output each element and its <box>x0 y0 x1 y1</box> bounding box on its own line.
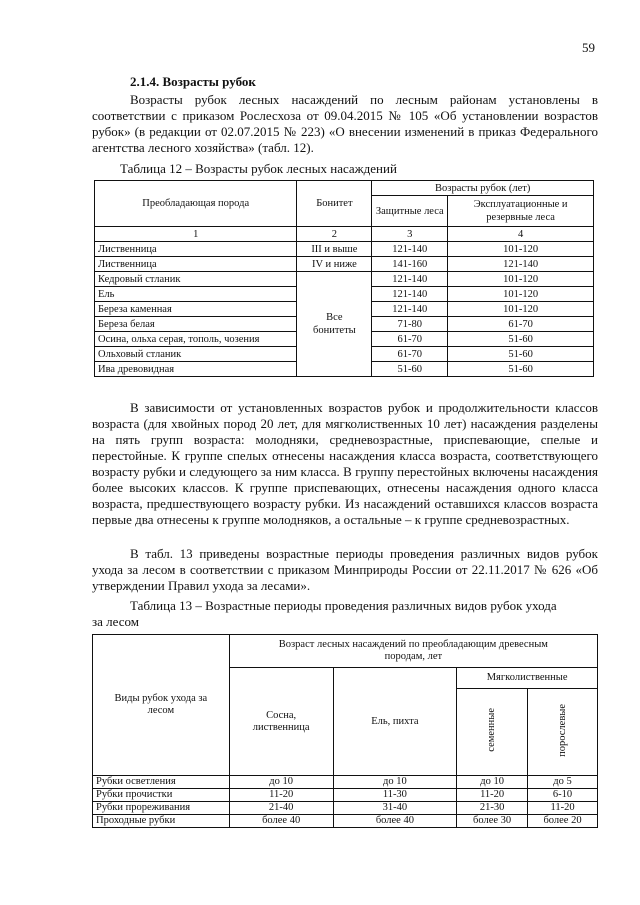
t12-protective: 121-140 <box>372 302 448 317</box>
t13-pine: 21-40 <box>229 802 333 815</box>
t12-protective: 121-140 <box>372 272 448 287</box>
t12-exploit: 51-60 <box>448 347 594 362</box>
t13-sprout: 6-10 <box>528 789 598 802</box>
t12-bonitet: III и выше <box>297 242 372 257</box>
t13-seed: 21-30 <box>457 802 528 815</box>
t12-bonitet: IV и ниже <box>297 257 372 272</box>
table-13 <box>92 634 598 828</box>
table-row <box>95 242 594 257</box>
table-row <box>93 802 598 815</box>
t12-colnum: 4 <box>448 227 594 242</box>
t12-protective: 71-80 <box>372 317 448 332</box>
table-row <box>93 789 598 802</box>
t12-exploit: 101-120 <box>448 302 594 317</box>
t13-sprout: до 5 <box>528 776 598 789</box>
table-row <box>93 776 598 789</box>
t12-species: Кедровый стланик <box>95 272 297 287</box>
table-row <box>95 257 594 272</box>
t12-species: Ольховый стланик <box>95 347 297 362</box>
t12-exploit: 51-60 <box>448 332 594 347</box>
paragraph-age-groups: В зависимости от установленных возрастов рубок и продолжительности классов возраста (для хвойных пород 20 лет, для мягколиственных 10 лет) насаждения разделены на пять групп возраста: молодняки, средневозрастные, приспевающие, спелые и перестойные. К группе спелых отнесены насаждения класса возраста, соответствующего возрасту рубки и следующего за ним класса. В группу перестойных включены насаждения более высоких классов. К группе приспевающих, отнесены насаждения одного класса возраста, предшествующего возрасту рубки. Из насаждений оставшихся классов возраста первые два отнесены к группе молодняков, а остальные – к группе средневозрастных. <box>92 400 598 527</box>
t12-header-protective: Защитные леса <box>372 196 448 227</box>
t12-species: Береза белая <box>95 317 297 332</box>
t13-pine: более 40 <box>229 815 333 828</box>
t13-spruce: 31-40 <box>333 802 457 815</box>
t13-sprout: более 20 <box>528 815 598 828</box>
table13-caption-cont: за лесом <box>92 614 139 629</box>
t13-sprout-label: порослевые <box>556 703 568 757</box>
table-row <box>93 815 598 828</box>
section-heading: 2.1.4. Возрасты рубок <box>130 74 256 89</box>
t13-type: Рубки осветления <box>93 776 230 789</box>
t12-protective: 121-140 <box>372 287 448 302</box>
t13-spruce: 11-30 <box>333 789 457 802</box>
t13-header-sprout <box>528 689 598 776</box>
t13-spruce: до 10 <box>333 776 457 789</box>
t13-seed: 11-20 <box>457 789 528 802</box>
paragraph-intro: Возрасты рубок лесных насаждений по лесным районам установлены в соответствии с приказом Рослесхоза от 09.04.2015 № 105 «Об установлении возрастов рубок» (в редакции от 02.07.2015 № 223) «О внесении изменений в приказ Федерального агентства лесного хозяйства» (табл. 12). <box>92 92 598 155</box>
t12-header-ages: Возрасты рубок (лет) <box>372 181 594 196</box>
t13-header-soft: Мягколиственные <box>457 668 598 689</box>
t13-spruce: более 40 <box>333 815 457 828</box>
t12-header-species: Преобладающая порода <box>95 181 297 227</box>
t12-exploit: 61-70 <box>448 317 594 332</box>
t12-exploit: 101-120 <box>448 242 594 257</box>
t12-header-exploit: Эксплуатационные и резервные леса <box>448 196 594 227</box>
table12-caption: Таблица 12 – Возрасты рубок лесных насаждений <box>120 161 397 176</box>
t13-seed-label: семенные <box>486 708 498 752</box>
t13-header-pine: Сосна, лиственница <box>229 668 333 776</box>
t13-seed: более 30 <box>457 815 528 828</box>
t12-colnum: 1 <box>95 227 297 242</box>
t12-colnum: 3 <box>372 227 448 242</box>
t13-type: Рубки прочистки <box>93 789 230 802</box>
t12-species: Ель <box>95 287 297 302</box>
t13-header-types: Виды рубок ухода за лесом <box>93 635 230 776</box>
t12-species: Лиственница <box>95 242 297 257</box>
table-row <box>95 272 594 287</box>
page-number: 59 <box>582 40 595 55</box>
t12-header-bonitet: Бонитет <box>297 181 372 227</box>
t13-header-seed <box>457 689 528 776</box>
t12-protective: 61-70 <box>372 332 448 347</box>
table-12 <box>94 180 594 377</box>
t12-protective: 141-160 <box>372 257 448 272</box>
t12-exploit: 101-120 <box>448 287 594 302</box>
t12-protective: 121-140 <box>372 242 448 257</box>
t13-sprout: 11-20 <box>528 802 598 815</box>
t13-header-spruce: Ель, пихта <box>333 668 457 776</box>
t12-protective: 61-70 <box>372 347 448 362</box>
t12-colnum: 2 <box>297 227 372 242</box>
t12-exploit: 121-140 <box>448 257 594 272</box>
t12-species: Береза каменная <box>95 302 297 317</box>
t13-pine: до 10 <box>229 776 333 789</box>
table13-caption: Таблица 13 – Возрастные периоды проведения различных видов рубок ухода <box>130 598 557 613</box>
t12-exploit: 51-60 <box>448 362 594 377</box>
t13-pine: 11-20 <box>229 789 333 802</box>
t12-all-bonitets: Все бонитеты <box>297 272 372 377</box>
t12-species: Осина, ольха серая, тополь, чозения <box>95 332 297 347</box>
t13-header-age: Возраст лесных насаждений по преобладающим древесным породам, лет <box>229 635 597 668</box>
t12-species: Лиственница <box>95 257 297 272</box>
t12-species: Ива древовидная <box>95 362 297 377</box>
paragraph-table13-intro: В табл. 13 приведены возрастные периоды проведения различных видов рубок ухода за лесом в соответствии с приказом Минприроды России от 22.11.2017 № 626 «Об утверждении Правил ухода за лесами». <box>92 546 598 593</box>
t12-protective: 51-60 <box>372 362 448 377</box>
t13-type: Рубки прореживания <box>93 802 230 815</box>
t13-seed: до 10 <box>457 776 528 789</box>
t13-type: Проходные рубки <box>93 815 230 828</box>
t12-exploit: 101-120 <box>448 272 594 287</box>
